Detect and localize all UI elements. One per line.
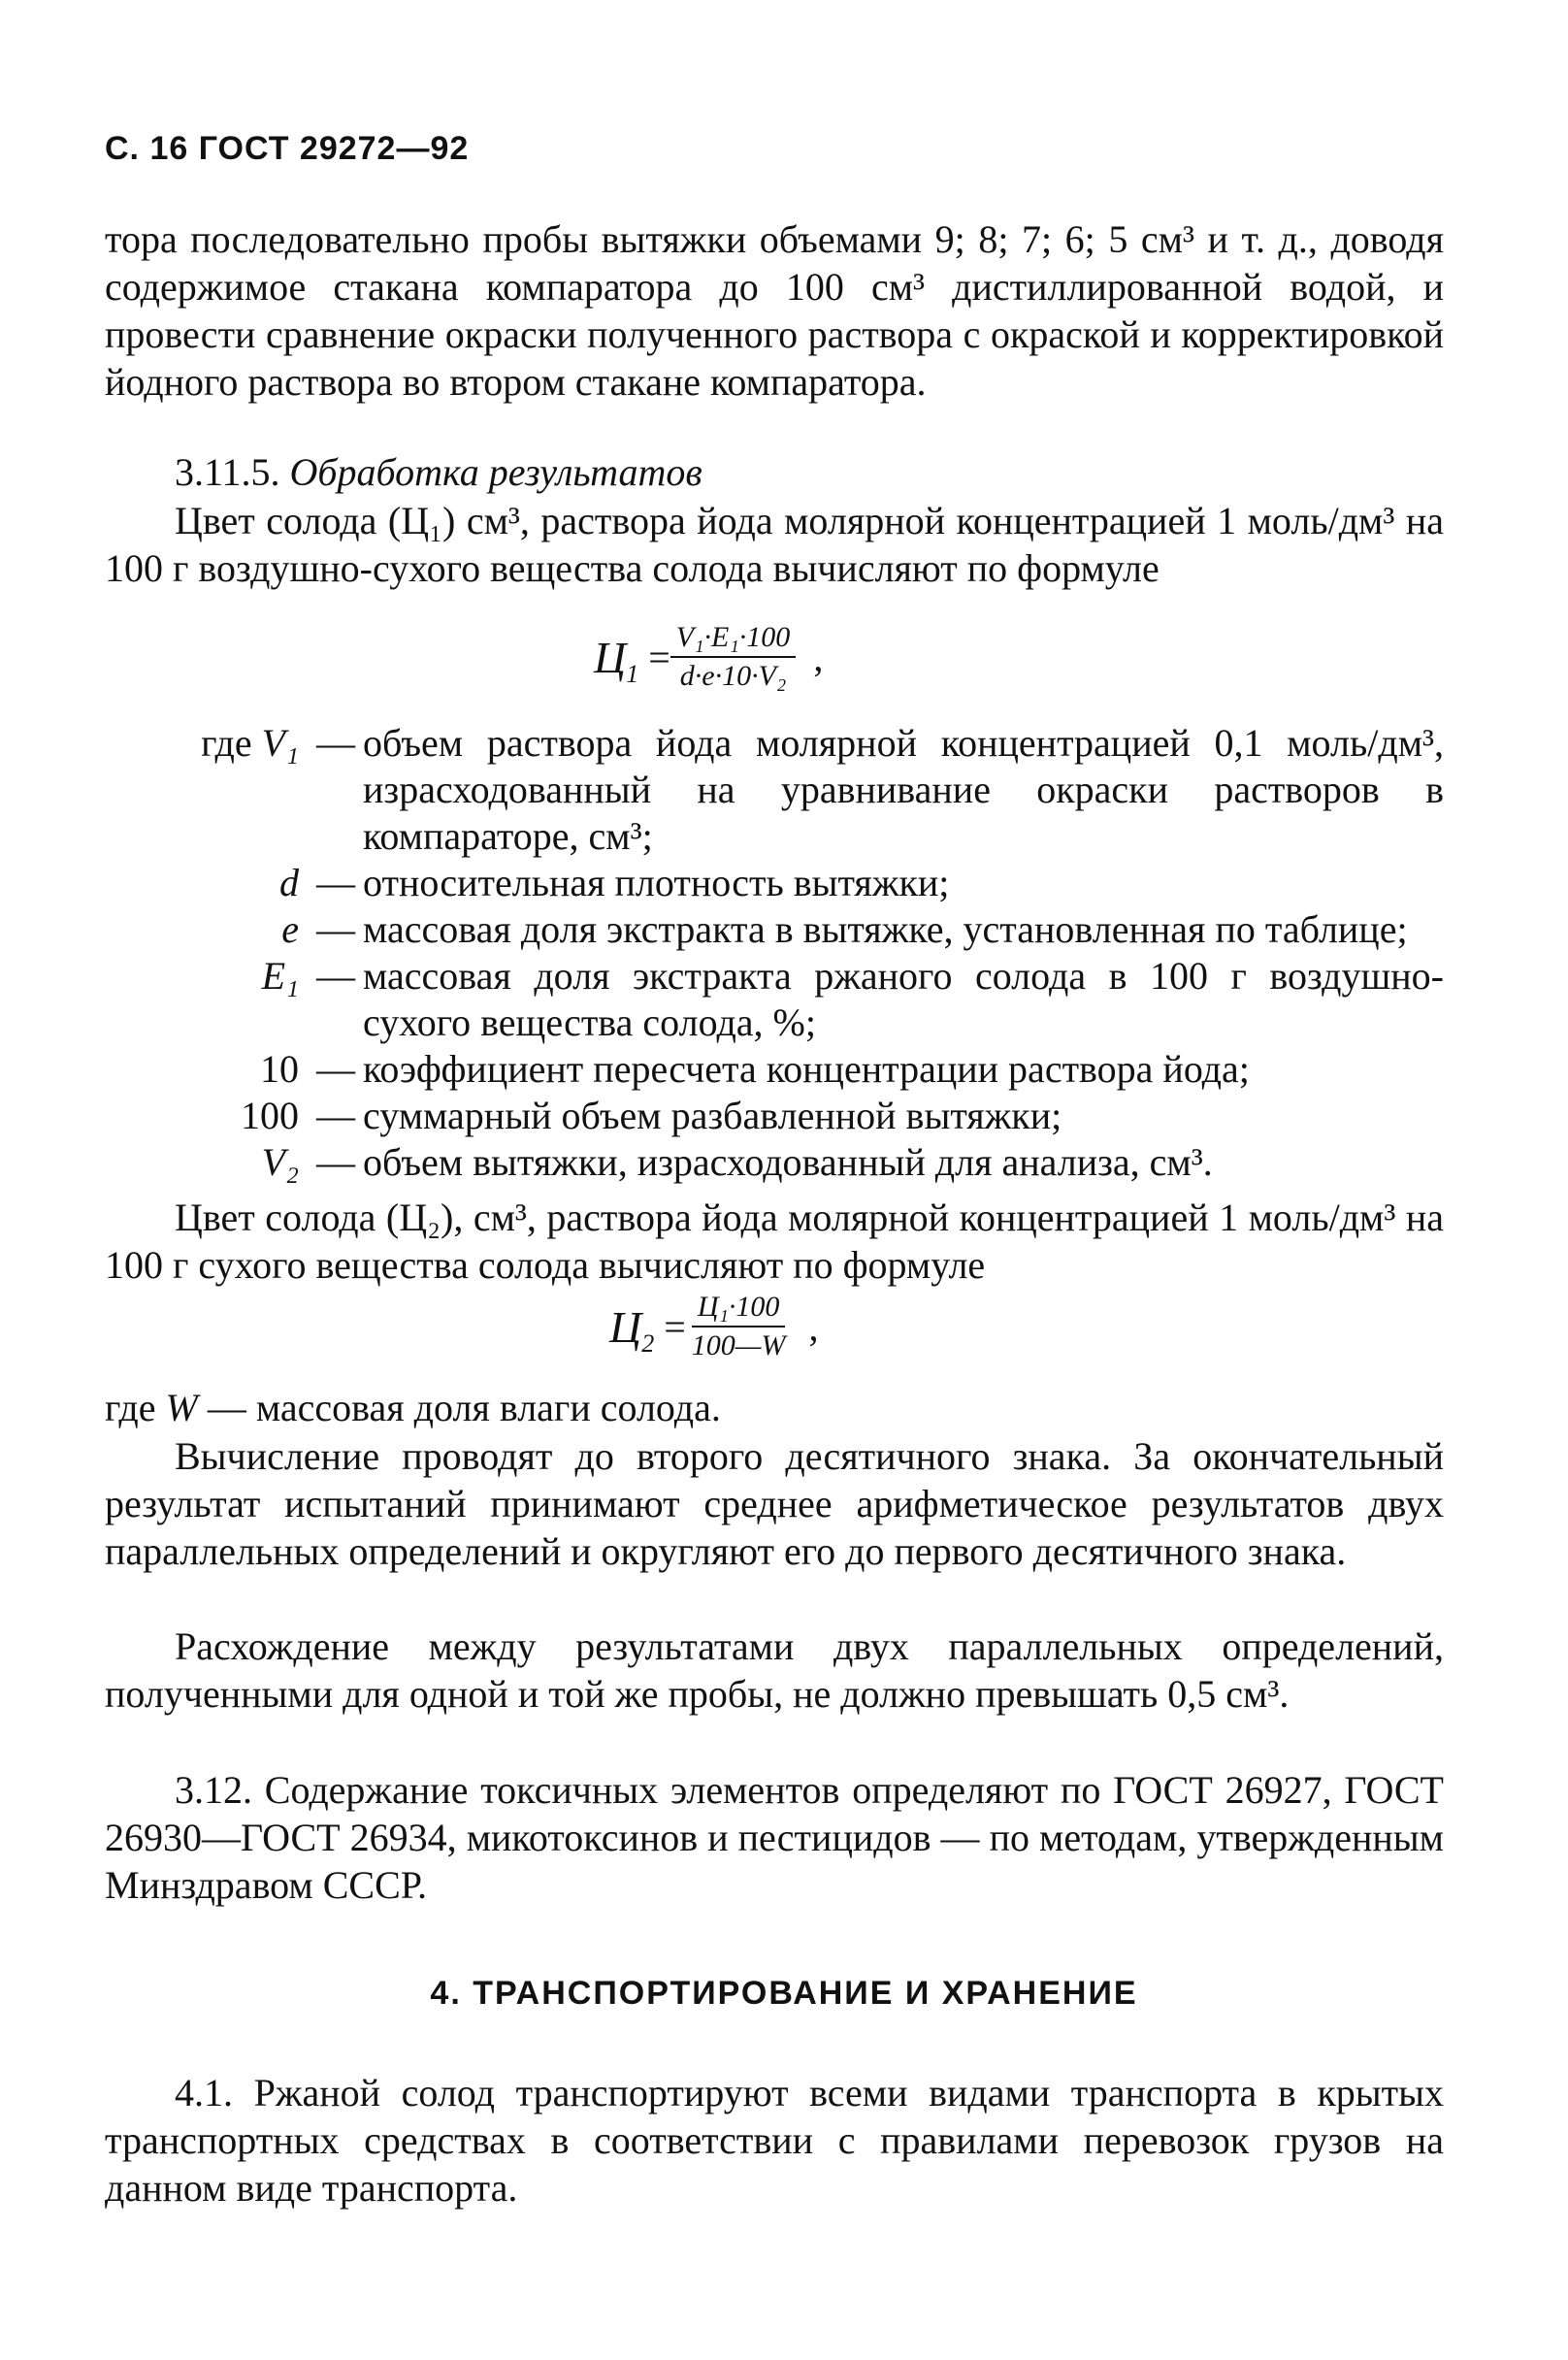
definition-dash: — — [316, 1047, 355, 1091]
definition-row — [105, 1139, 1444, 1186]
formula-2-numerator: Ц₁·100 — [692, 1291, 786, 1328]
definition-dash: — — [316, 1094, 355, 1137]
definition-text: объем раствора йода молярной концентрацией 0,1 моль/дм³, израсходованный на уравнивание окраски растворов в компараторе, см³; — [363, 721, 1444, 858]
formula-color-1 — [594, 621, 823, 693]
formula-color-2 — [609, 1291, 818, 1362]
formula-1-lhs: $Ц_1$ — [594, 632, 639, 688]
formula-2-comma: , — [808, 1304, 819, 1349]
definition-text: объем вытяжки, израсходованный для анализа, см³. — [363, 1140, 1213, 1184]
definition-symbol: 100 — [241, 1094, 299, 1137]
paragraph-calculation: Вычисление проводят до второго десятичного знака. За окончательный результат испытаний принимают среднее арифметическое результатов двух параллельных определений и округляют его до первого десятичного знака. — [105, 1434, 1444, 1573]
definition-symbol: e — [281, 907, 299, 951]
definition-symbol: 10 — [260, 1047, 299, 1091]
formula-2-fraction — [686, 1291, 792, 1362]
definition-where: где — [105, 1386, 156, 1429]
definition-dash: — — [207, 1386, 246, 1429]
subsection-heading-3-11-5 — [105, 448, 1444, 496]
paragraph-continuation: тора последовательно пробы вытяжки объемами 9; 8; 7; 6; 5 см³ и т. д., доводя содержимое стакана компаратора до 100 см³ дистиллированной водой, и провести сравнение окраски полученного раствора с окраской и корректировкой йодного раствора во втором стакане компаратора. — [105, 217, 1444, 404]
definition-row — [105, 1093, 1444, 1139]
definition-dash: — — [316, 721, 355, 765]
definition-row — [105, 720, 1444, 860]
definition-row — [105, 860, 1444, 906]
definition-symbol: d — [279, 861, 299, 904]
definition-symbol: V₂ — [261, 1140, 299, 1184]
definition-text: массовая доля экстракта в вытяжке, установленная по таблице; — [363, 907, 1408, 951]
definition-symbol: E₁ — [261, 954, 299, 998]
definition-dash: — — [316, 1140, 355, 1184]
formula-1-comma: , — [813, 635, 824, 679]
paragraph-4-1: 4.1. Ржаной солод транспортируют всеми видами транспорта в крытых транспортных средствах в соответствии с правилами перевозок грузов на данном виде транспорта. — [105, 2071, 1444, 2210]
definition-row — [105, 906, 1444, 953]
section-heading-4: 4. ТРАНСПОРТИРОВАНИЕ И ХРАНЕНИЕ — [430, 1975, 1138, 2012]
definition-text: суммарный объем разбавленной вытяжки; — [363, 1094, 1062, 1137]
definitions-list-1 — [105, 720, 1444, 1186]
subsection-number: 3.11.5. — [175, 450, 280, 494]
definition-dash: — — [316, 954, 355, 998]
definition-symbol: где V₁ — [201, 721, 299, 765]
paragraph-color-dry: Цвет солода (Ц₂), см³, раствора йода молярной концентрацией 1 моль/дм³ на 100 г сухого вещества солода вычисляют по формуле — [105, 1196, 1444, 1287]
definition-row — [105, 953, 1444, 1046]
page-header: С. 16 ГОСТ 29272—92 — [105, 130, 470, 167]
definition-moisture — [105, 1384, 1444, 1431]
definition-dash: — — [316, 907, 355, 951]
paragraph-3-12: 3.12. Содержание токсичных элементов определяют по ГОСТ 26927, ГОСТ 26930—ГОСТ 26934, микотоксинов и пестицидов — по методам, утвержденным Минздравом СССР. — [105, 1768, 1444, 1907]
definition-text: массовая доля экстракта ржаного солода в 100 г воздушно-сухого вещества солода, %; — [363, 954, 1444, 1044]
formula-2-denominator: 100—W — [691, 1329, 786, 1361]
definition-text: коэффициент пересчета концентрации раствора йода; — [363, 1047, 1250, 1091]
formula-1-equals: = — [648, 635, 670, 679]
paragraph-discrepancy: Расхождение между результатами двух параллельных определений, полученными для одной и той же пробы, не должно превышать 0,5 см³. — [105, 1624, 1444, 1716]
paragraph-color-dry-air: Цвет солода (Ц₁) см³, раствора йода молярной концентрацией 1 моль/дм³ на 100 г воздушно-сухого вещества солода вычисляют по формуле — [105, 499, 1444, 590]
definition-dash: — — [316, 861, 355, 904]
formula-1-denominator: d·e·10·V₂ — [679, 660, 787, 692]
definition-text: массовая доля влаги солода. — [255, 1386, 721, 1429]
formula-2-lhs: $Ц_2$ — [609, 1301, 655, 1358]
definition-text: относительная плотность вытяжки; — [363, 861, 950, 904]
subsection-title: Обработка результатов — [289, 450, 702, 494]
formula-1-numerator: V₁·E₁·100 — [670, 621, 797, 658]
definition-row — [105, 1046, 1444, 1093]
definition-symbol: W — [165, 1386, 198, 1429]
formula-2-equals: = — [664, 1304, 686, 1349]
formula-1-fraction — [670, 621, 797, 693]
